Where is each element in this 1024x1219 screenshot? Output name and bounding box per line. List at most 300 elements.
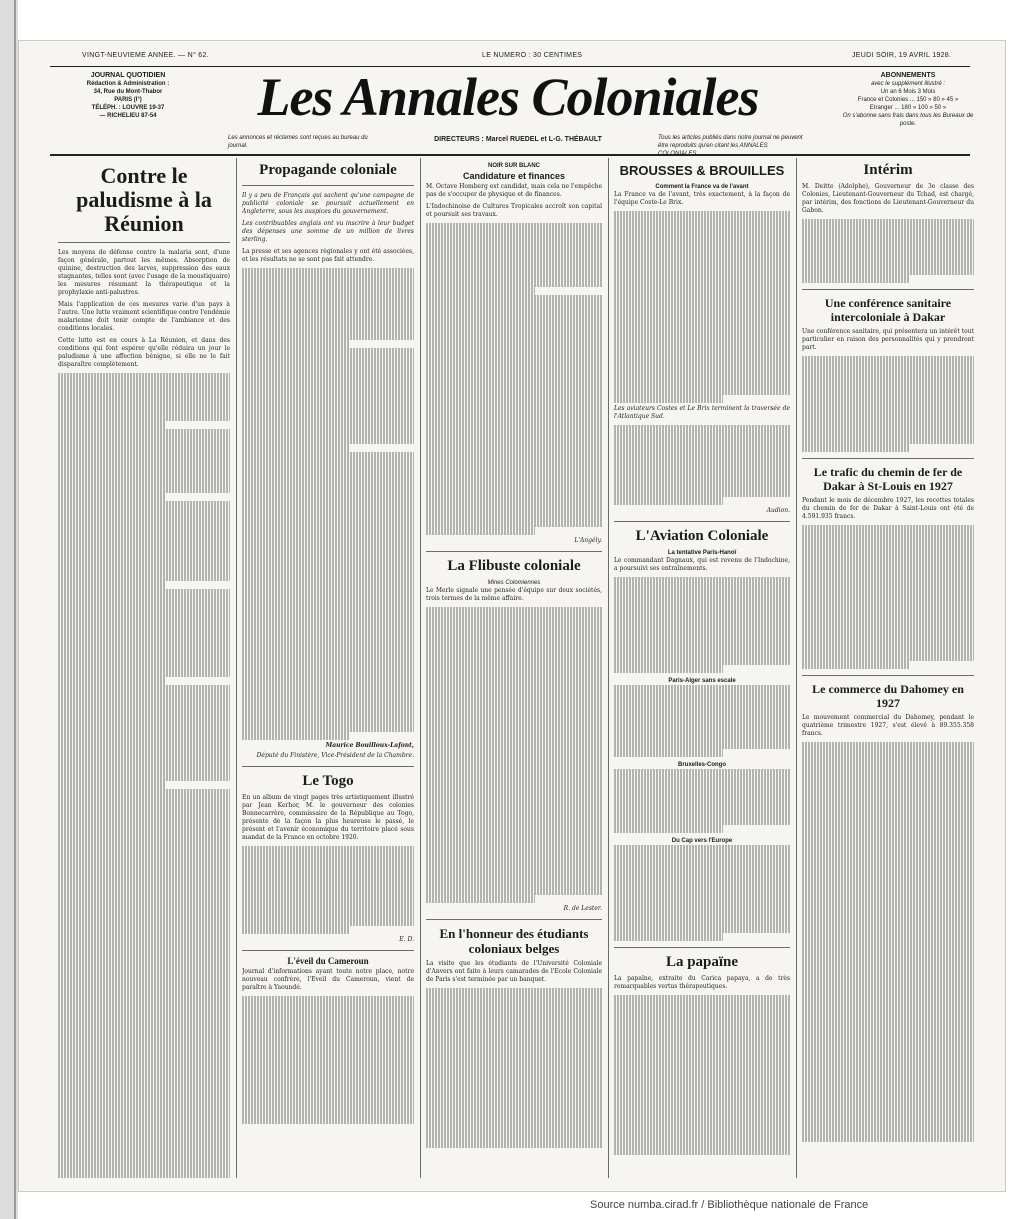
text-block	[242, 268, 414, 740]
text-line	[58, 629, 230, 637]
text-line	[614, 685, 790, 693]
text-line	[426, 1124, 602, 1132]
text-line	[242, 340, 349, 348]
text-line	[614, 617, 790, 625]
text-line	[614, 869, 790, 877]
text-line	[242, 910, 414, 918]
text-line	[614, 465, 790, 473]
text-line	[426, 775, 602, 783]
text-line	[58, 653, 230, 661]
text-line	[242, 902, 414, 910]
text-line	[58, 1085, 230, 1093]
text-line	[242, 620, 414, 628]
text-line	[242, 524, 414, 532]
text-line	[802, 886, 974, 894]
text-line	[802, 806, 974, 814]
text-line	[58, 1021, 230, 1029]
text-line	[802, 653, 974, 661]
text-line	[614, 801, 790, 809]
text-line	[614, 633, 790, 641]
subheading: Bruxelles-Congo	[677, 762, 726, 768]
newspaper-title: Les Annales Coloniales	[257, 67, 759, 127]
text-line	[614, 1139, 790, 1147]
text-line	[242, 348, 414, 356]
text-line	[58, 517, 230, 525]
left-box-line4: PARIS (I°)	[114, 97, 142, 103]
text-line	[242, 636, 414, 644]
divider	[242, 766, 414, 767]
text-line	[614, 371, 790, 379]
text-line	[426, 631, 602, 639]
text-line	[426, 1108, 602, 1116]
text-line	[58, 461, 230, 469]
text-line	[802, 227, 974, 235]
text-line	[58, 1141, 230, 1149]
text-block	[802, 356, 974, 452]
text-line	[802, 926, 974, 934]
text-line	[426, 375, 602, 383]
article-paragraph: Mais l'application de ces mesures varie d'un pays à l'autre. Une lutte vraiment scientifique contre l'endémie malarienne doit tenir compte de l'ambiance et des conditions locales.	[58, 301, 230, 332]
text-line	[242, 284, 414, 292]
text-line	[614, 885, 790, 893]
text-line	[426, 407, 602, 415]
text-line	[242, 452, 414, 460]
text-line	[426, 1060, 602, 1068]
text-line	[426, 431, 602, 439]
text-line	[58, 1133, 230, 1141]
text-line	[58, 1069, 230, 1077]
text-line	[58, 541, 230, 549]
text-line	[426, 711, 602, 719]
text-line	[614, 315, 790, 323]
left-box-line6: — RICHELIEU 87-54	[99, 113, 157, 119]
text-line	[426, 399, 602, 407]
text-line	[802, 1014, 974, 1022]
text-line	[802, 404, 974, 412]
text-line	[58, 949, 230, 957]
text-line	[58, 877, 230, 885]
text-line	[242, 444, 349, 452]
headline-candidature: Candidature et finances	[462, 171, 566, 181]
text-line	[614, 749, 723, 757]
text-line	[58, 381, 230, 389]
text-line	[58, 581, 165, 589]
text-line	[58, 597, 230, 605]
text-line	[426, 1052, 602, 1060]
kicker: NOIR SUR BLANC	[488, 163, 540, 169]
text-line	[802, 380, 974, 388]
headline-cameroun: L'éveil du Cameroun	[287, 956, 369, 966]
text-line	[242, 476, 414, 484]
text-line	[58, 1029, 230, 1037]
text-line	[614, 259, 790, 267]
text-line	[614, 1059, 790, 1067]
text-line	[802, 219, 974, 227]
text-block	[802, 219, 974, 283]
text-line	[426, 495, 602, 503]
text-line	[58, 525, 230, 533]
text-line	[802, 412, 974, 420]
text-line	[242, 660, 414, 668]
text-line	[242, 870, 414, 878]
text-line	[614, 1051, 790, 1059]
text-line	[426, 327, 602, 335]
text-line	[802, 235, 974, 243]
text-line	[614, 785, 790, 793]
signature: Maurice Bouilloux-Lafont,	[325, 742, 414, 749]
text-line	[802, 814, 974, 822]
text-line	[426, 791, 602, 799]
text-line	[802, 878, 974, 886]
text-line	[242, 1092, 414, 1100]
text-line	[802, 1038, 974, 1046]
text-line	[58, 789, 230, 797]
text-line	[58, 453, 230, 461]
text-line	[58, 501, 230, 509]
text-line	[426, 703, 602, 711]
text-line	[426, 279, 602, 287]
text-line	[426, 295, 602, 303]
article-lead: Il y a peu de Français qui sachent qu'une campagne de publicité coloniale se poursuit actuellement en Angleterre, sous les auspices du gouvernement.	[242, 192, 414, 215]
text-line	[614, 593, 790, 601]
book-spine	[0, 0, 18, 1219]
article-paragraph: La papaïne, extraite du Carica papaya, a de très remarquables vertus thérapeutiques.	[614, 975, 790, 990]
text-line	[426, 527, 535, 535]
text-line	[58, 733, 230, 741]
text-line	[802, 782, 974, 790]
article-paragraph: La France va de l'avant, très exactement, à la façon de l'équipe Coste-Le Brix.	[614, 191, 790, 206]
text-line	[614, 1099, 790, 1107]
text-line	[614, 649, 790, 657]
text-block	[242, 846, 414, 934]
text-line	[614, 693, 790, 701]
text-line	[242, 692, 414, 700]
text-line	[802, 1046, 974, 1054]
text-line	[802, 1030, 974, 1038]
text-line	[614, 387, 790, 395]
text-line	[242, 548, 414, 556]
text-line	[58, 781, 165, 789]
text-line	[58, 509, 230, 517]
text-line	[802, 990, 974, 998]
text-line	[58, 805, 230, 813]
text-line	[242, 918, 414, 926]
subheading: Comment la France va de l'avant	[655, 184, 749, 190]
text-line	[242, 268, 414, 276]
text-line	[242, 404, 414, 412]
text-block	[614, 685, 790, 757]
text-line	[802, 428, 974, 436]
text-line	[242, 604, 414, 612]
text-line	[242, 308, 414, 316]
text-line	[426, 223, 602, 231]
text-line	[58, 941, 230, 949]
text-line	[426, 735, 602, 743]
text-line	[802, 388, 974, 396]
text-line	[802, 525, 974, 533]
column-5	[802, 158, 974, 1178]
text-block	[614, 211, 790, 403]
text-line	[242, 724, 414, 732]
text-line	[802, 661, 909, 669]
text-line	[614, 211, 790, 219]
text-line	[802, 846, 974, 854]
text-line	[802, 581, 974, 589]
text-line	[426, 719, 602, 727]
text-line	[58, 397, 230, 405]
text-line	[614, 1003, 790, 1011]
text-line	[802, 533, 974, 541]
column-2	[242, 158, 414, 1178]
text-line	[426, 319, 602, 327]
column-3	[426, 158, 602, 1178]
text-line	[426, 807, 602, 815]
article-paragraph: Les aviateurs Costes et Le Brix terminent la traversée de l'Atlantique Sud.	[614, 405, 790, 420]
text-line	[58, 573, 230, 581]
divider	[426, 551, 602, 552]
text-line	[58, 837, 230, 845]
text-line	[802, 982, 974, 990]
text-line	[242, 716, 414, 724]
text-line	[426, 1020, 602, 1028]
text-line	[802, 565, 974, 573]
text-line	[426, 1092, 602, 1100]
text-line	[614, 283, 790, 291]
text-line	[614, 657, 790, 665]
text-line	[614, 741, 790, 749]
text-line	[426, 887, 602, 895]
text-line	[242, 708, 414, 716]
text-line	[426, 1028, 602, 1036]
text-line	[58, 1005, 230, 1013]
text-line	[614, 481, 790, 489]
text-line	[614, 1075, 790, 1083]
text-line	[58, 1173, 230, 1178]
text-line	[426, 439, 602, 447]
text-line	[58, 725, 230, 733]
signature: E. D.	[399, 936, 414, 943]
text-line	[802, 750, 974, 758]
text-line	[614, 709, 790, 717]
text-line	[58, 1101, 230, 1109]
text-line	[426, 343, 602, 351]
text-block	[426, 607, 602, 903]
text-line	[802, 798, 974, 806]
text-line	[614, 817, 790, 825]
text-line	[802, 894, 974, 902]
article-paragraph: Journal d'informations ayant toute notre place, notre nouveau confrère, l'Eveil du Cameroun, vient de paraître à Yaoundé.	[242, 968, 414, 991]
text-line	[614, 1019, 790, 1027]
signature: R. de Lester.	[563, 905, 602, 912]
article-paragraph: En un album de vingt pages très artistiquement illustré par Jean Kerhor, M. le gouverneur des colonies Bonnecarrère, commissaire de la République au Togo, présente de la façon la plus heureuse le passé, le présent et l'avenir économique du territoire placé sous mandat de la France en octobre 1920.	[242, 794, 414, 841]
subheading: Du Cap vers l'Europe	[671, 838, 733, 844]
text-line	[614, 909, 790, 917]
text-line	[242, 508, 414, 516]
text-line	[426, 247, 602, 255]
text-line	[242, 396, 414, 404]
text-line	[426, 815, 602, 823]
text-line	[802, 958, 974, 966]
source-credit: Source numba.cirad.fr / Bibliothèque nationale de France	[590, 1199, 869, 1211]
text-line	[426, 639, 602, 647]
text-line	[802, 1118, 974, 1126]
text-block	[802, 525, 974, 669]
text-line	[58, 565, 230, 573]
text-line	[802, 1006, 974, 1014]
text-line	[614, 769, 790, 777]
text-line	[58, 749, 230, 757]
divider	[614, 521, 790, 522]
text-line	[58, 997, 230, 1005]
text-line	[426, 255, 602, 263]
text-line	[802, 645, 974, 653]
text-line	[802, 251, 974, 259]
text-line	[426, 655, 602, 663]
text-line	[58, 485, 230, 493]
divider	[242, 185, 414, 186]
text-line	[802, 597, 974, 605]
text-line	[58, 1109, 230, 1117]
text-line	[802, 259, 974, 267]
text-line	[802, 541, 974, 549]
text-line	[242, 996, 414, 1004]
text-line	[242, 420, 414, 428]
text-line	[426, 263, 602, 271]
text-line	[802, 356, 974, 364]
text-line	[802, 372, 974, 380]
text-line	[242, 1076, 414, 1084]
text-line	[614, 331, 790, 339]
text-line	[614, 793, 790, 801]
text-line	[426, 471, 602, 479]
text-line	[614, 355, 790, 363]
text-line	[426, 823, 602, 831]
text-line	[58, 701, 230, 709]
text-line	[802, 966, 974, 974]
text-line	[426, 303, 602, 311]
text-line	[58, 437, 230, 445]
text-line	[242, 428, 414, 436]
text-line	[58, 421, 165, 429]
text-line	[802, 637, 974, 645]
article-paragraph: Les contribuables anglais ont vu inscrire à leur budget des dépenses une somme de un million de livres sterling.	[242, 220, 414, 243]
text-line	[802, 758, 974, 766]
text-line	[426, 988, 602, 996]
text-line	[426, 647, 602, 655]
text-line	[802, 396, 974, 404]
text-line	[802, 854, 974, 862]
text-line	[614, 777, 790, 785]
text-line	[426, 671, 602, 679]
text-block	[614, 845, 790, 941]
text-line	[58, 533, 230, 541]
text-line	[426, 695, 602, 703]
text-line	[58, 1013, 230, 1021]
text-line	[58, 477, 230, 485]
text-line	[426, 799, 602, 807]
text-line	[426, 287, 535, 295]
headline-etudiants: En l'honneur des étudiants coloniaux belges	[439, 926, 589, 956]
text-line	[58, 885, 230, 893]
text-line	[426, 996, 602, 1004]
text-line	[802, 1094, 974, 1102]
text-block	[614, 425, 790, 505]
text-line	[614, 497, 723, 505]
text-line	[426, 663, 602, 671]
text-line	[242, 612, 414, 620]
text-line	[614, 665, 723, 673]
text-line	[58, 645, 230, 653]
headline-togo: Le Togo	[302, 773, 354, 789]
text-line	[802, 998, 974, 1006]
text-line	[242, 516, 414, 524]
column-4	[614, 158, 790, 1178]
text-line	[614, 307, 790, 315]
text-line	[242, 668, 414, 676]
text-line	[614, 877, 790, 885]
text-line	[242, 1012, 414, 1020]
text-line	[242, 556, 414, 564]
text-line	[242, 1052, 414, 1060]
text-line	[58, 797, 230, 805]
newspaper-page	[18, 40, 1006, 1192]
text-line	[614, 339, 790, 347]
text-line	[58, 893, 230, 901]
text-line	[426, 391, 602, 399]
text-line	[242, 532, 414, 540]
left-note: Les annonces et réclames sont reçues au bureau du journal.	[228, 135, 368, 149]
column-1	[58, 158, 230, 1178]
text-line	[426, 1076, 602, 1084]
text-line	[58, 957, 230, 965]
text-line	[426, 743, 602, 751]
text-line	[614, 853, 790, 861]
text-line	[614, 291, 790, 299]
article-paragraph: Le mouvement commercial du Dahomey, pendant le quatrième trimestre 1927, s'est élevé à 89.355.358 francs.	[802, 714, 974, 737]
text-line	[58, 845, 230, 853]
text-line	[802, 1110, 974, 1118]
text-line	[802, 862, 974, 870]
text-line	[58, 557, 230, 565]
text-line	[58, 1165, 230, 1173]
text-line	[242, 894, 414, 902]
text-line	[58, 965, 230, 973]
text-block	[614, 769, 790, 833]
article-paragraph: Le commandant Dagnaux, qui est revenu de l'Indochine, a poursuivi ses entraînements.	[614, 557, 790, 572]
text-line	[242, 854, 414, 862]
text-line	[614, 933, 723, 941]
text-line	[242, 628, 414, 636]
text-line	[58, 1157, 230, 1165]
text-line	[614, 1067, 790, 1075]
text-line	[242, 676, 414, 684]
text-line	[58, 1149, 230, 1157]
subheading: La tentative Paris-Hanoï	[667, 550, 737, 556]
text-line	[426, 1116, 602, 1124]
text-line	[802, 557, 974, 565]
text-line	[614, 641, 790, 649]
text-line	[58, 1061, 230, 1069]
text-line	[58, 677, 165, 685]
left-box-line5: TÉLÉPH. : LOUVRE 19-37	[91, 105, 165, 111]
text-line	[426, 271, 602, 279]
text-line	[802, 838, 974, 846]
text-line	[58, 821, 230, 829]
article-paragraph: Une conférence sanitaire, qui présentera un intérêt tout particulier en raison des personnalités qui y prendront part.	[802, 328, 974, 351]
text-line	[242, 1100, 414, 1108]
text-block	[426, 223, 602, 535]
text-line	[58, 469, 230, 477]
